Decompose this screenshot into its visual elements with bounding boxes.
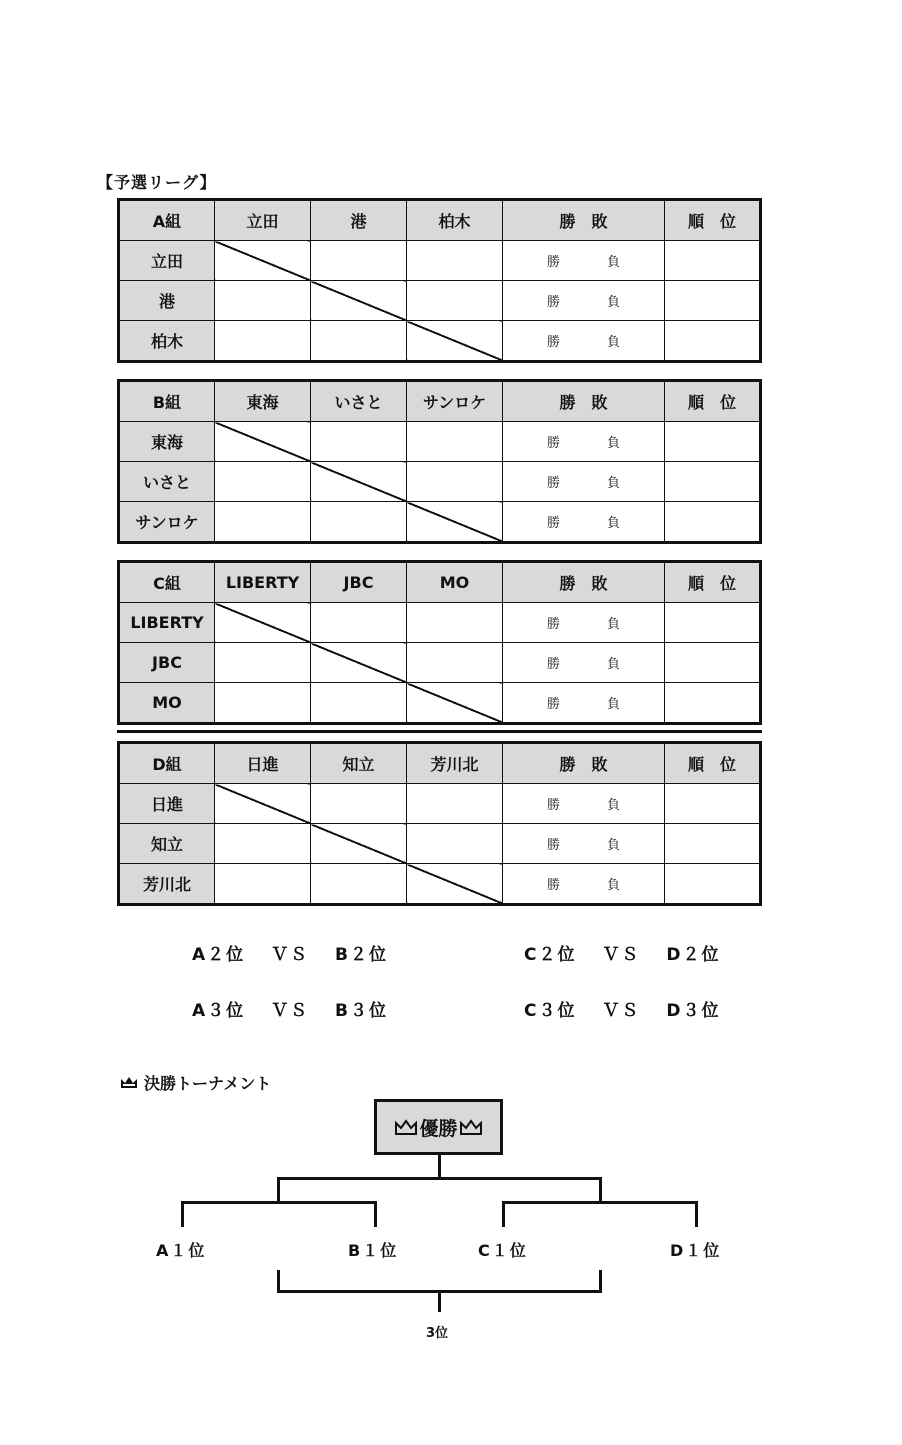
- crown-icon: [460, 1119, 482, 1136]
- crown-icon: [120, 1075, 138, 1090]
- group-name: B組: [119, 381, 215, 422]
- rank-header: 順 位: [665, 562, 761, 603]
- matchup-vs: ＶＳ: [271, 1001, 310, 1021]
- bracket-line: [181, 1201, 377, 1204]
- matchup-right: B２位: [335, 945, 388, 965]
- win-label: 勝: [546, 436, 560, 451]
- rank-cell: [665, 864, 761, 905]
- record-header: 勝 敗: [503, 743, 665, 784]
- result-cell: [311, 864, 407, 905]
- record-header: 勝 敗: [503, 562, 665, 603]
- loss-label: 負: [606, 617, 620, 632]
- diagonal-cell: [407, 321, 503, 362]
- third-bracket-line: [277, 1270, 280, 1292]
- result-cell: [215, 864, 311, 905]
- seed-a1: A１位: [156, 1241, 207, 1260]
- team-header: 柏木: [407, 200, 503, 241]
- rank-header: 順 位: [665, 381, 761, 422]
- rank-header: 順 位: [665, 200, 761, 241]
- result-cell: [311, 683, 407, 724]
- result-cell: [215, 643, 311, 683]
- result-cell: [311, 321, 407, 362]
- team-row-label: 港: [119, 281, 215, 321]
- loss-label: 負: [606, 255, 620, 270]
- result-cell: [407, 824, 503, 864]
- win-label: 勝: [546, 617, 560, 632]
- group-name: C組: [119, 562, 215, 603]
- loss-label: 負: [606, 295, 620, 310]
- matchup-right: D２位: [666, 945, 721, 965]
- win-label: 勝: [546, 476, 560, 491]
- loss-label: 負: [606, 335, 620, 350]
- rank-cell: [665, 502, 761, 543]
- result-cell: [215, 683, 311, 724]
- loss-label: 負: [606, 476, 620, 491]
- win-label: 勝: [546, 335, 560, 350]
- diagonal-cell: [311, 643, 407, 683]
- loss-label: 負: [606, 657, 620, 672]
- matchup-cd3: [524, 996, 720, 1021]
- league-table-d: [117, 741, 762, 906]
- result-cell: [407, 281, 503, 321]
- team-header: いさと: [311, 381, 407, 422]
- rank-cell: [665, 784, 761, 824]
- rank-cell: [665, 683, 761, 724]
- crown-icon: [395, 1119, 417, 1136]
- bracket-line: [277, 1177, 602, 1180]
- result-cell: [311, 603, 407, 643]
- group-name: A組: [119, 200, 215, 241]
- win-label: 勝: [546, 838, 560, 853]
- team-row-label: LIBERTY: [119, 603, 215, 643]
- loss-label: 負: [606, 436, 620, 451]
- matchup-right: D３位: [666, 1001, 721, 1021]
- team-header: JBC: [311, 562, 407, 603]
- seed-d1: D１位: [670, 1241, 722, 1260]
- diagonal-cell: [407, 864, 503, 905]
- record-cell: [503, 824, 665, 864]
- team-row-label: 立田: [119, 241, 215, 281]
- result-cell: [215, 824, 311, 864]
- diagonal-cell: [215, 784, 311, 824]
- team-row-label: JBC: [119, 643, 215, 683]
- bracket-line: [374, 1201, 377, 1227]
- record-header: 勝 敗: [503, 200, 665, 241]
- win-label: 勝: [546, 516, 560, 531]
- bracket-line: [599, 1177, 602, 1203]
- team-header: サンロケ: [407, 381, 503, 422]
- diagonal-cell: [215, 603, 311, 643]
- win-label: 勝: [546, 878, 560, 893]
- champion-box: [374, 1099, 503, 1155]
- result-cell: [407, 603, 503, 643]
- diagonal-cell: [215, 241, 311, 281]
- rank-cell: [665, 643, 761, 683]
- rank-header: 順 位: [665, 743, 761, 784]
- team-row-label: MO: [119, 683, 215, 724]
- bracket-line: [277, 1177, 280, 1203]
- rank-cell: [665, 603, 761, 643]
- record-cell: [503, 643, 665, 683]
- seed-b1: B１位: [348, 1241, 399, 1260]
- team-header: 日進: [215, 743, 311, 784]
- league-table-a: [117, 198, 762, 363]
- team-row-label: 芳川北: [119, 864, 215, 905]
- result-cell: [407, 241, 503, 281]
- record-cell: [503, 462, 665, 502]
- record-cell: [503, 321, 665, 362]
- diagonal-cell: [311, 281, 407, 321]
- final-tournament-label: 決勝トーナメント: [144, 1074, 272, 1093]
- team-header: MO: [407, 562, 503, 603]
- third-place-label: 3位: [426, 1326, 449, 1341]
- matchup-ab2: [192, 940, 388, 965]
- third-bracket-line: [438, 1292, 441, 1312]
- section-divider: [117, 730, 762, 733]
- bracket-line: [502, 1201, 505, 1227]
- matchup-vs: ＶＳ: [602, 945, 641, 965]
- team-row-label: 東海: [119, 422, 215, 462]
- result-cell: [407, 784, 503, 824]
- record-cell: [503, 603, 665, 643]
- result-cell: [311, 784, 407, 824]
- matchup-ab3: [192, 996, 388, 1021]
- win-label: 勝: [546, 657, 560, 672]
- bracket-line: [181, 1201, 184, 1227]
- record-cell: [503, 683, 665, 724]
- team-row-label: いさと: [119, 462, 215, 502]
- loss-label: 負: [606, 838, 620, 853]
- diagonal-cell: [215, 422, 311, 462]
- section-title: 【予選リーグ】: [97, 173, 217, 192]
- rank-cell: [665, 824, 761, 864]
- result-cell: [407, 462, 503, 502]
- bracket-line: [438, 1155, 441, 1179]
- team-header: 港: [311, 200, 407, 241]
- matchup-left: A２位: [192, 945, 246, 965]
- rank-cell: [665, 241, 761, 281]
- team-row-label: 日進: [119, 784, 215, 824]
- third-bracket-line: [599, 1270, 602, 1292]
- loss-label: 負: [606, 798, 620, 813]
- matchup-left: C２位: [524, 945, 577, 965]
- team-header: 東海: [215, 381, 311, 422]
- diagonal-cell: [311, 824, 407, 864]
- record-cell: [503, 422, 665, 462]
- result-cell: [215, 502, 311, 543]
- rank-cell: [665, 422, 761, 462]
- win-label: 勝: [546, 255, 560, 270]
- diagonal-cell: [311, 462, 407, 502]
- bracket-line: [502, 1201, 698, 1204]
- matchup-cd2: [524, 940, 720, 965]
- team-row-label: 知立: [119, 824, 215, 864]
- result-cell: [311, 241, 407, 281]
- team-header: 知立: [311, 743, 407, 784]
- record-cell: [503, 864, 665, 905]
- result-cell: [215, 462, 311, 502]
- matchup-vs: ＶＳ: [602, 1001, 641, 1021]
- diagonal-cell: [407, 502, 503, 543]
- league-table-c: [117, 560, 762, 725]
- team-header: LIBERTY: [215, 562, 311, 603]
- rank-cell: [665, 321, 761, 362]
- record-cell: [503, 281, 665, 321]
- team-header: 芳川北: [407, 743, 503, 784]
- champion-label: 優勝: [419, 1117, 458, 1140]
- group-name: D組: [119, 743, 215, 784]
- league-table-b: [117, 379, 762, 544]
- record-header: 勝 敗: [503, 381, 665, 422]
- seed-c1: C１位: [478, 1241, 528, 1260]
- matchup-vs: ＶＳ: [271, 945, 310, 965]
- win-label: 勝: [546, 697, 560, 712]
- matchup-right: B３位: [335, 1001, 388, 1021]
- team-header: 立田: [215, 200, 311, 241]
- matchup-left: A３位: [192, 1001, 246, 1021]
- loss-label: 負: [606, 697, 620, 712]
- bracket-line: [695, 1201, 698, 1227]
- team-row-label: 柏木: [119, 321, 215, 362]
- diagonal-cell: [407, 683, 503, 724]
- result-cell: [215, 321, 311, 362]
- result-cell: [407, 643, 503, 683]
- result-cell: [311, 422, 407, 462]
- matchup-left: C３位: [524, 1001, 577, 1021]
- result-cell: [215, 281, 311, 321]
- win-label: 勝: [546, 798, 560, 813]
- win-label: 勝: [546, 295, 560, 310]
- result-cell: [311, 502, 407, 543]
- record-cell: [503, 502, 665, 543]
- final-tournament-title: [120, 1071, 271, 1094]
- loss-label: 負: [606, 516, 620, 531]
- rank-cell: [665, 281, 761, 321]
- record-cell: [503, 784, 665, 824]
- rank-cell: [665, 462, 761, 502]
- record-cell: [503, 241, 665, 281]
- loss-label: 負: [606, 878, 620, 893]
- team-row-label: サンロケ: [119, 502, 215, 543]
- result-cell: [407, 422, 503, 462]
